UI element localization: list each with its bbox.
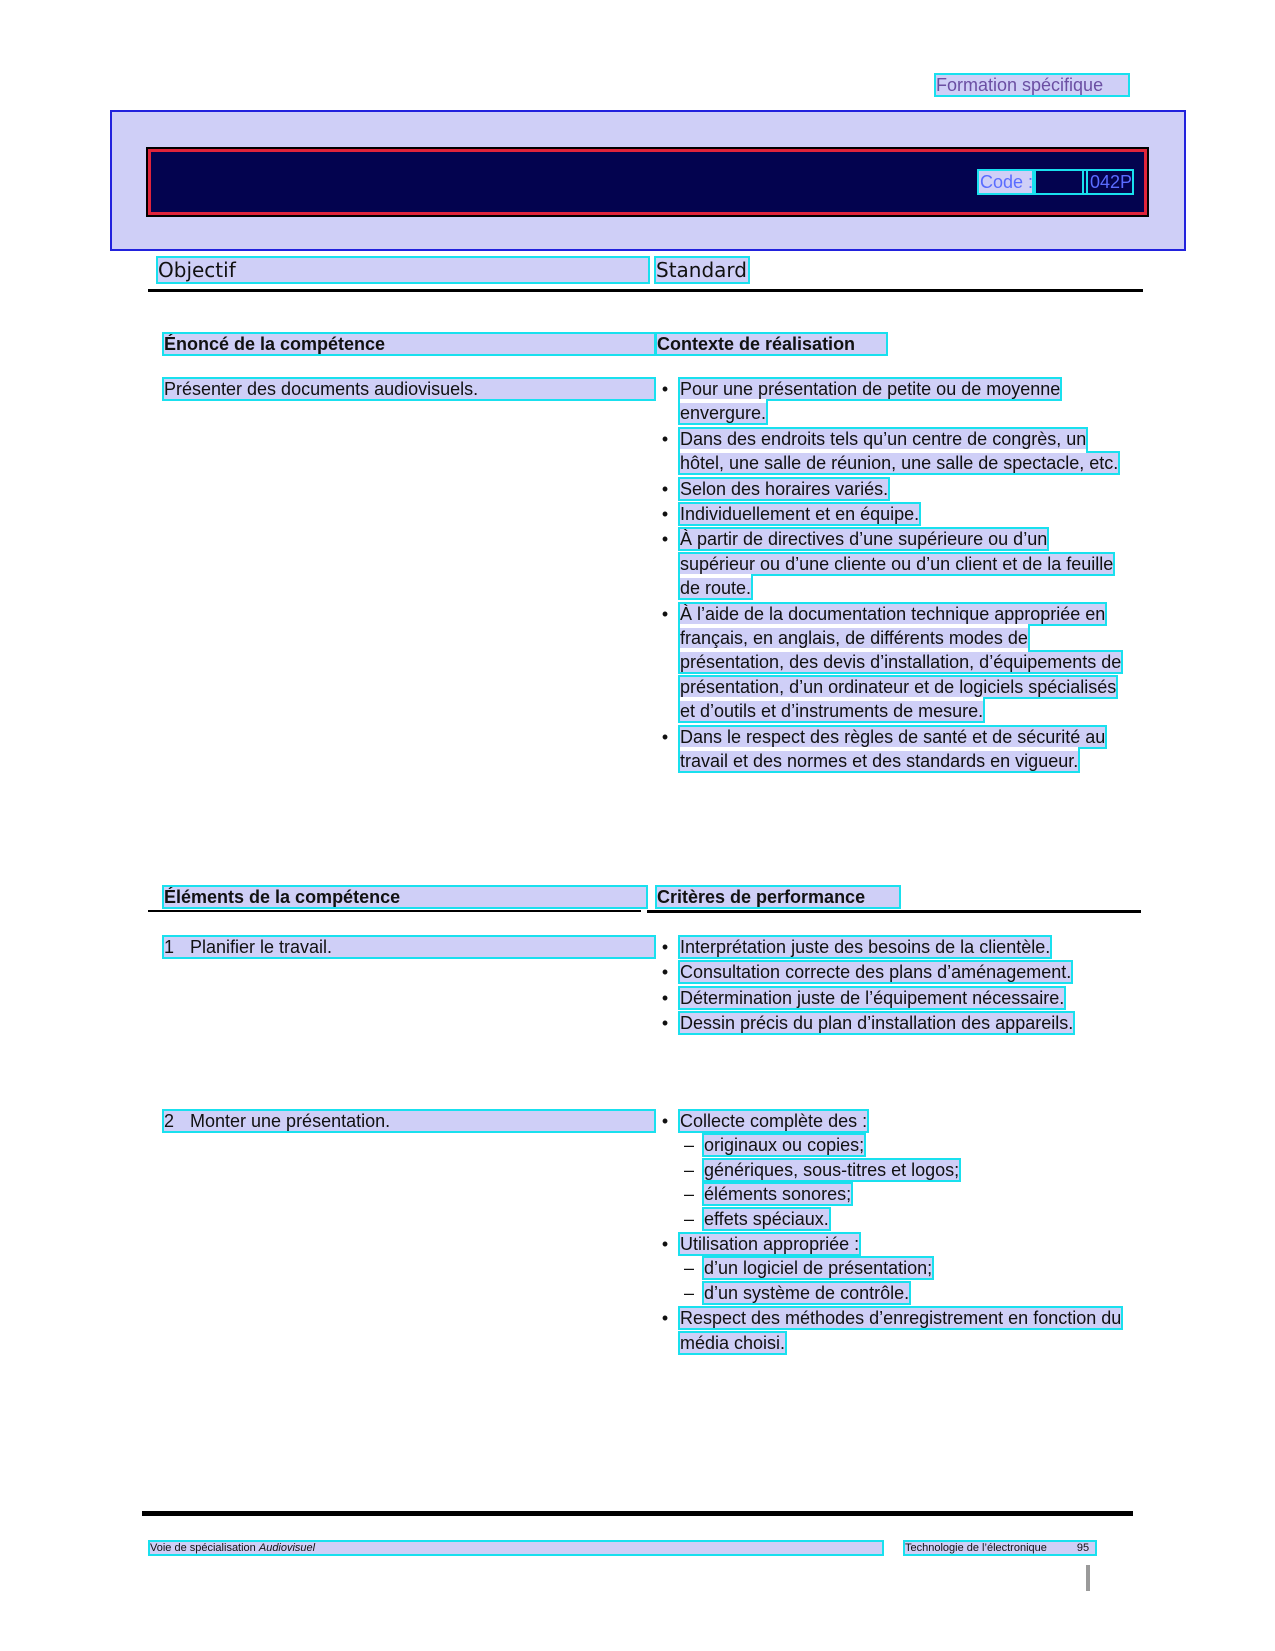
contexte-list: [656, 377, 1126, 775]
elements-heading: Éléments de la compétence: [164, 887, 646, 907]
footer-rule: [142, 1511, 1133, 1516]
list-item: • Interprétation juste des besoins de la clientèle.: [661, 937, 1051, 957]
list-item: • À l’aide de la documentation technique appropriée en français, en anglais, de différents modes de présentation, des devis d’installation, d’équipements de présentation, d’un ordinateur et de logiciels spécialisés et d’outils et d’instruments de mesure.: [661, 603, 1122, 722]
list-item: • Pour une présentation de petite ou de moyenne envergure.: [661, 379, 1061, 424]
footer-left: Voie de spécialisation Audiovisuel: [150, 1542, 882, 1554]
list-item: • Individuellement et en équipe.: [661, 504, 920, 525]
sub-item: – génériques, sous-titres et logos;: [683, 1159, 960, 1180]
sub-item: – effets spéciaux.: [683, 1208, 829, 1229]
list-item: • Selon des horaires variés.: [661, 478, 889, 499]
list-item: • Collecte complète des : – originaux ou copies; – génériques, sous-titres et logos; – éléments sonores; – effets spéciaux.: [656, 1109, 1126, 1231]
text-cursor-mark: [1086, 1565, 1090, 1591]
sub-list: [680, 1133, 1126, 1231]
sub-item: – d’un logiciel de présentation;: [683, 1258, 933, 1279]
footer-right: Technologie de l’électronique 95: [905, 1542, 1095, 1554]
list-item: • Consultation correcte des plans d’aménagement.: [661, 962, 1072, 983]
element-1: 1 Planifier le travail.: [164, 937, 654, 957]
list-item: • Dans le respect des règles de santé et de sécurité au travail et des normes et des standards en vigueur.: [661, 726, 1106, 772]
criteres-rule: [647, 910, 1141, 913]
code-label: Code :: [980, 172, 1034, 192]
sub-item: – d’un système de contrôle.: [683, 1282, 910, 1303]
element-2: 2 Monter une présentation.: [164, 1111, 654, 1131]
standard-heading: Standard: [656, 258, 747, 282]
sub-item: – éléments sonores;: [683, 1184, 852, 1205]
list-item: • À partir de directives d’une supérieure ou d’un supérieur ou d’une cliente ou d’un client et de la feuille de route.: [661, 529, 1114, 599]
code-value: 042P: [1084, 171, 1132, 193]
sub-item: – originaux ou copies;: [683, 1135, 865, 1156]
page-number: 95: [1076, 1542, 1090, 1554]
element-1-criteria: [656, 935, 1126, 1037]
column-divider: [148, 289, 1143, 292]
contexte-heading: Contexte de réalisation: [657, 334, 886, 354]
list-item: • Utilisation appropriée : – d’un logiciel de présentation; – d’un système de contrôle.: [656, 1232, 1126, 1305]
list-item: • Détermination juste de l’équipement nécessaire.: [661, 987, 1065, 1008]
sub-list: [680, 1256, 1126, 1305]
list-item: • Respect des méthodes d’enregistrement en fonction du média choisi.: [661, 1308, 1122, 1353]
code-separator: [1034, 171, 1086, 193]
criteres-heading: Critères de performance: [657, 887, 899, 907]
element-2-criteria: [656, 1109, 1126, 1356]
objectif-heading: Objectif: [158, 258, 648, 282]
list-item: • Dans des endroits tels qu’un centre de congrès, un hôtel, une salle de réunion, une salle de spectacle, etc.: [661, 428, 1119, 474]
list-item: • Dessin précis du plan d’installation des appareils.: [661, 1013, 1074, 1034]
section-label: Formation spécifique: [936, 75, 1128, 95]
elements-rule: [148, 910, 641, 912]
enonce-text: Présenter des documents audiovisuels.: [164, 379, 654, 399]
enonce-heading: Énoncé de la compétence: [164, 334, 654, 354]
